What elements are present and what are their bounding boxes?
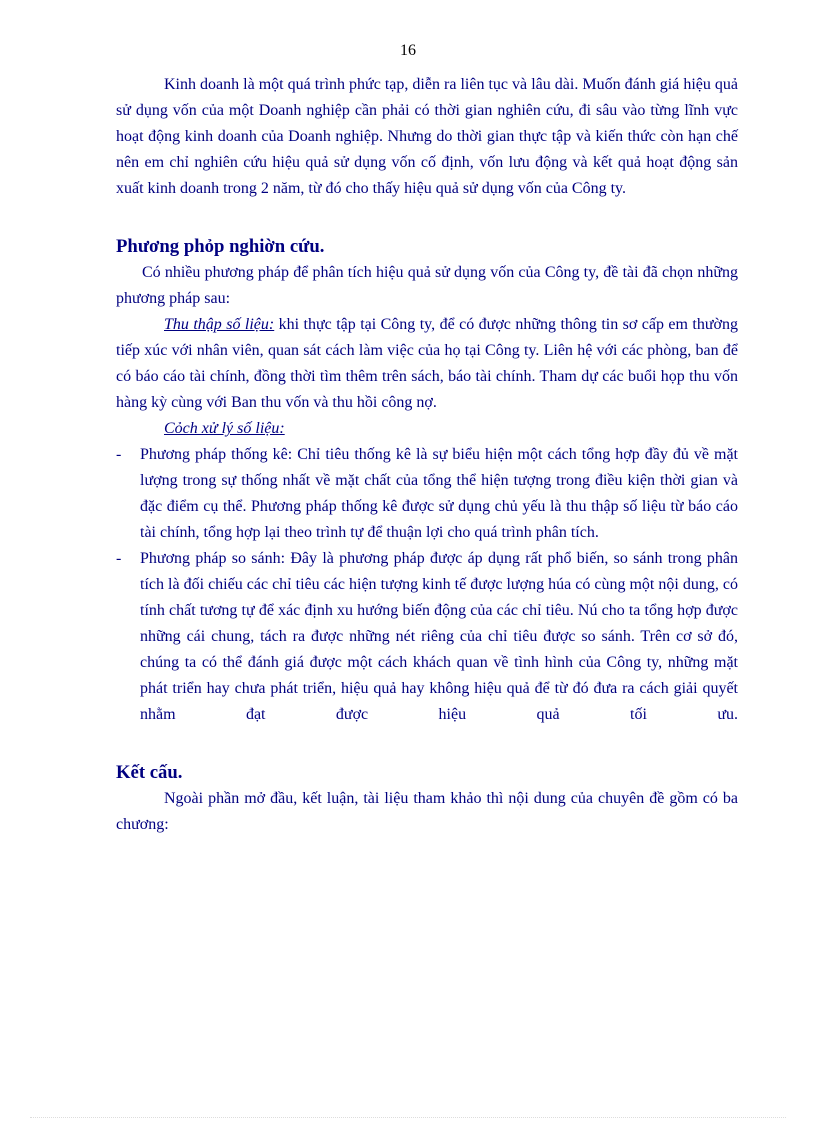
data-collection-paragraph (116, 312, 738, 416)
intro-paragraph: Kinh doanh là một quá trình phức tạp, diễn ra liên tục và lâu dài. Muốn đánh giá hiệu quả sử dụng vốn của một Doanh nghiệp cần phải có thời gian nghiên cứu, đi sâu vào từng lĩnh vực hoạt động kinh doanh của Doanh nghiệp. Nhưng do thời gian thực tập và kiến thức còn hạn chế nên em chỉ nghiên cứu hiệu quả sử dụng vốn cố định, vốn lưu động và kết quả hoạt động sản xuất kinh doanh trong 2 năm, từ đó cho thấy hiệu quả sử dụng vốn của Công ty. (116, 76, 738, 197)
list-item (116, 546, 738, 728)
page-number: 16 (400, 42, 416, 59)
page-bottom-divider (30, 1117, 786, 1118)
statistics-method-text: Phương pháp thống kê: Chỉ tiêu thống kê là sự biểu hiện một cách tổng hợp đầy đủ về mặt lượng trong sự thống nhất về mặt chất của tổng thể hiện tượng trong điều kiện thời gian và đặc điểm cụ thể. Phương pháp thống kê được sử dụng chủ yếu là thu thập số liệu từ báo cáo tài chính, tổng hợp lại theo trình tự để thuận lợi cho quá trình phân tích. (140, 446, 738, 541)
structure-paragraph: Ngoài phần mở đầu, kết luận, tài liệu tham khảo thì nội dung của chuyên đề gồm có ba chương: (116, 790, 738, 833)
methods-heading: Phương phỏp nghiờn cứu. (116, 236, 325, 257)
comparison-method-text: Phương pháp so sánh: Đây là phương pháp được áp dụng rất phổ biến, so sánh trong phân tích là đối chiếu các chỉ tiêu các hiện tượng kinh tế được lượng húa có cùng một nội dung, có tính chất tương tự để xác định xu hướng biến động của các chỉ tiêu. Nú cho ta tổng hợp được những cái chung, tách ra được những nét riêng của chỉ tiêu được so sánh. Trên cơ sở đó, chúng ta có thể đánh giá được một cách khách quan về tình hình của Công ty, những mặt phát triển hay chưa phát triển, hiệu quả hay không hiệu quả để từ đó đưa ra cách giải quyết nhằm đạt được hiệu quả tối ưu. (140, 550, 738, 723)
data-processing-heading (116, 416, 738, 442)
structure-heading: Kết cấu. (116, 762, 183, 783)
dash-bullet: - (116, 446, 122, 463)
dash-bullet: - (116, 550, 122, 567)
data-collection-label: Thu thập số liệu: (164, 316, 275, 333)
list-item (116, 442, 738, 546)
data-processing-label: Cỏch xử lý số liệu: (164, 420, 285, 437)
data-collection-text: khi thực tập tại Công ty, để có được những thông tin sơ cấp em thường tiếp xúc với nhân viên, quan sát cách làm việc của họ tại Công ty. Liên hệ với các phòng, ban để có báo cáo tài chính, đồng thời tìm thêm trên sách, báo tài chính. Tham dự các buổi họp thu vốn hàng kỳ cùng với Ban thu vốn và thu hồi công nợ. (116, 316, 739, 411)
methods-list (116, 442, 738, 728)
page-content (116, 72, 738, 838)
methods-intro: Có nhiều phương pháp để phân tích hiệu quả sử dụng vốn của Công ty, đề tài đã chọn những phương pháp sau: (116, 264, 738, 307)
